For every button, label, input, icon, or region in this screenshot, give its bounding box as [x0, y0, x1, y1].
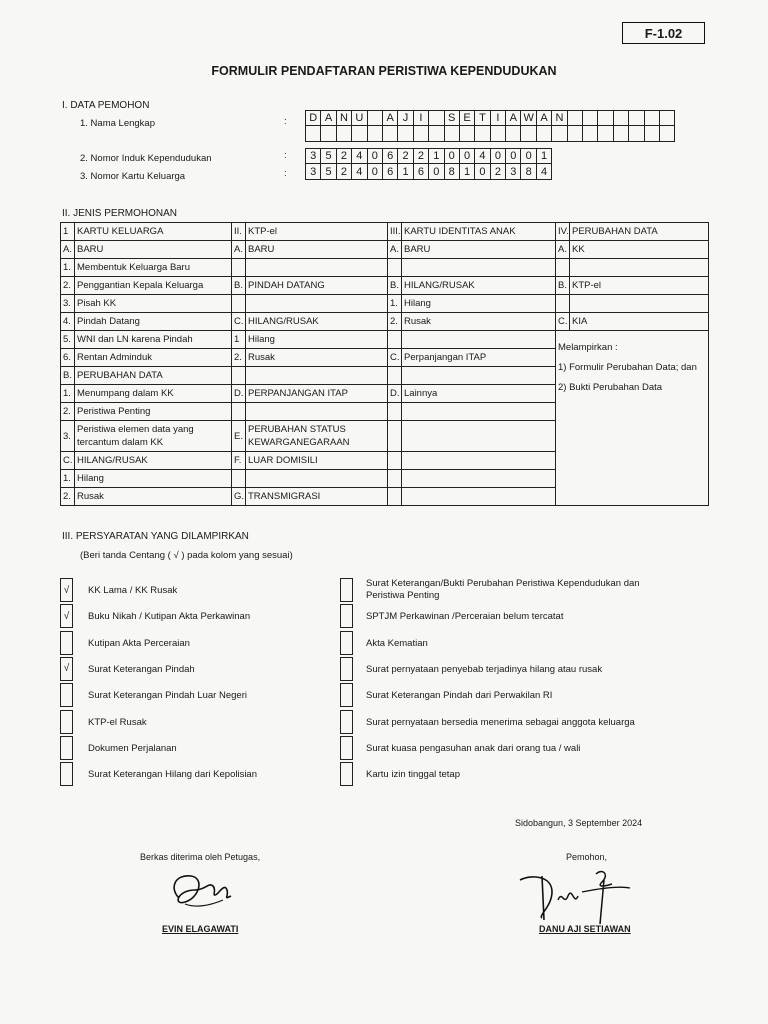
requirement-label: Akta Kematian	[366, 637, 428, 649]
table-cell: A.	[556, 241, 570, 259]
jenis-permohonan-table	[60, 222, 709, 506]
table-cell: Rusak	[402, 313, 556, 331]
kk-label: 3. Nomor Kartu Keluarga	[80, 171, 186, 182]
char-cell[interactable]	[460, 126, 475, 142]
table-cell: PERUBAHAN DATA	[570, 223, 709, 241]
table-cell	[388, 331, 402, 349]
char-cell[interactable]: 3	[506, 164, 521, 180]
char-cell[interactable]: 2	[337, 148, 352, 164]
table-cell	[388, 470, 402, 488]
table-cell	[388, 452, 402, 470]
table-cell: A.	[61, 241, 75, 259]
char-cell[interactable]	[568, 126, 583, 142]
table-cell: HILANG/RUSAK	[75, 452, 232, 470]
table-cell	[402, 259, 556, 277]
char-cell[interactable]	[414, 126, 429, 142]
table-cell: Hilang	[402, 295, 556, 313]
table-cell	[246, 403, 388, 421]
requirement-label: Surat Keterangan Pindah dari Perwakilan RI	[366, 690, 553, 702]
char-cell[interactable]: I	[491, 110, 506, 126]
requirement-checkbox[interactable]	[340, 683, 353, 707]
char-cell[interactable]	[568, 110, 583, 126]
table-cell	[246, 367, 388, 385]
table-cell: A.	[232, 241, 246, 259]
char-cell[interactable]: 0	[491, 148, 506, 164]
char-cell[interactable]	[583, 110, 598, 126]
char-cell[interactable]: 2	[398, 148, 413, 164]
section3-note: (Beri tanda Centang ( √ ) pada kolom yang sesuai)	[80, 550, 293, 561]
table-cell: KTP-el	[570, 277, 709, 295]
table-cell: KK	[570, 241, 709, 259]
table-cell: BARU	[246, 241, 388, 259]
char-cell[interactable]	[645, 126, 660, 142]
table-cell: E.	[232, 421, 246, 452]
requirement-checkbox[interactable]	[340, 631, 353, 655]
table-cell	[402, 403, 556, 421]
char-cell[interactable]	[598, 126, 613, 142]
char-cell[interactable]: 4	[475, 148, 490, 164]
name-grid[interactable]	[305, 110, 675, 126]
table-cell	[246, 295, 388, 313]
char-cell[interactable]: N	[552, 110, 567, 126]
table-header-row	[61, 223, 709, 241]
form-code: F-1.02	[622, 22, 705, 44]
table-cell: Rusak	[75, 488, 232, 506]
kk-grid[interactable]	[305, 164, 552, 180]
table-cell: B.	[556, 277, 570, 295]
char-cell[interactable]: 8	[521, 164, 536, 180]
table-cell: G.	[232, 488, 246, 506]
table-cell: Rusak	[246, 349, 388, 367]
table-cell: 6.	[61, 349, 75, 367]
char-cell[interactable]: S	[445, 110, 460, 126]
char-cell[interactable]: D	[306, 110, 321, 126]
requirement-checkbox[interactable]	[340, 736, 353, 760]
table-cell	[402, 488, 556, 506]
table-cell: LUAR DOMISILI	[246, 452, 388, 470]
table-cell: 2.	[388, 313, 402, 331]
table-cell: 5.	[61, 331, 75, 349]
requirement-checkbox[interactable]	[60, 631, 73, 655]
table-cell: 1.	[388, 295, 402, 313]
table-row	[61, 295, 709, 313]
colon-2: :	[284, 150, 287, 161]
colon-3: :	[284, 168, 287, 179]
table-row	[61, 241, 709, 259]
requirement-label: Surat kuasa pengasuhan anak dari orang tua / wali	[366, 742, 581, 754]
table-cell	[388, 367, 402, 385]
requirement-label: Kutipan Akta Perceraian	[88, 637, 190, 649]
table-cell: A.	[388, 241, 402, 259]
table-cell: D.	[388, 385, 402, 403]
char-cell[interactable]: 4	[537, 164, 552, 180]
nik-label: 2. Nomor Induk Kependudukan	[80, 153, 212, 164]
char-cell[interactable]: 2	[337, 164, 352, 180]
table-cell: Membentuk Keluarga Baru	[75, 259, 232, 277]
section2-heading: II. JENIS PERMOHONAN	[62, 208, 178, 219]
char-cell[interactable]: I	[414, 110, 429, 126]
table-cell	[556, 259, 570, 277]
char-cell[interactable]: 4	[352, 148, 367, 164]
char-cell[interactable]: A	[383, 110, 398, 126]
applicant-signature	[512, 866, 632, 926]
table-cell	[402, 421, 556, 452]
table-cell	[246, 470, 388, 488]
char-cell[interactable]: 6	[383, 148, 398, 164]
table-cell: B.	[388, 277, 402, 295]
char-cell[interactable]	[429, 110, 444, 126]
char-cell[interactable]: 1	[429, 148, 444, 164]
char-cell[interactable]: A	[506, 110, 521, 126]
section3-heading: III. PERSYARATAN YANG DILAMPIRKAN	[62, 531, 249, 542]
table-cell: 1.	[61, 385, 75, 403]
requirement-label: Surat Keterangan Pindah Luar Negeri	[88, 690, 247, 702]
table-cell: Hilang	[75, 470, 232, 488]
requirement-checkbox[interactable]	[60, 683, 73, 707]
char-cell[interactable]: 0	[521, 148, 536, 164]
char-cell[interactable]: A	[321, 110, 336, 126]
table-cell: Lainnya	[402, 385, 556, 403]
requirement-checkbox[interactable]	[340, 657, 353, 681]
name-label: 1. Nama Lengkap	[80, 118, 155, 129]
char-cell[interactable]	[614, 126, 629, 142]
char-cell[interactable]: 2	[491, 164, 506, 180]
table-cell: 1	[61, 223, 75, 241]
table-cell	[556, 295, 570, 313]
requirement-label: Surat pernyataan penyebab terjadinya hilang atau rusak	[366, 663, 603, 675]
requirement-checkbox[interactable]: √	[60, 657, 73, 681]
char-cell[interactable]: A	[537, 110, 552, 126]
requirement-checkbox[interactable]	[60, 736, 73, 760]
char-cell[interactable]	[583, 126, 598, 142]
char-cell[interactable]: 6	[383, 164, 398, 180]
officer-signature	[165, 868, 235, 920]
table-cell: PERUBAHAN STATUS KEWARGANEGARAAN	[246, 421, 388, 452]
table-cell: 2.	[61, 403, 75, 421]
officer-name: EVIN ELAGAWATI	[162, 924, 239, 934]
char-cell[interactable]: 1	[398, 164, 413, 180]
requirement-checkbox[interactable]	[60, 762, 73, 786]
table-cell: C.	[388, 349, 402, 367]
name-grid-row2[interactable]	[305, 126, 675, 142]
table-cell	[388, 259, 402, 277]
applicant-name: DANU AJI SETIAWAN	[539, 924, 631, 934]
requirement-label: KTP-el Rusak	[88, 716, 147, 728]
table-cell: C.	[61, 452, 75, 470]
table-cell: HILANG/RUSAK	[402, 277, 556, 295]
table-cell: 2.	[61, 277, 75, 295]
table-row	[61, 331, 709, 349]
table-cell	[402, 331, 556, 349]
requirement-checkbox[interactable]	[340, 762, 353, 786]
char-cell[interactable]	[368, 126, 383, 142]
table-cell: PERUBAHAN DATA	[75, 367, 232, 385]
table-cell	[402, 452, 556, 470]
char-cell[interactable]	[475, 126, 490, 142]
char-cell[interactable]: 0	[445, 148, 460, 164]
char-cell[interactable]: 3	[306, 148, 321, 164]
table-row	[61, 313, 709, 331]
requirement-label: Buku Nikah / Kutipan Akta Perkawinan	[88, 611, 251, 623]
attachment-note: Melampirkan :	[558, 342, 618, 353]
table-cell: HILANG/RUSAK	[246, 313, 388, 331]
char-cell[interactable]	[506, 126, 521, 142]
char-cell[interactable]: U	[352, 110, 367, 126]
table-cell: WNI dan LN karena Pindah	[75, 331, 232, 349]
char-cell[interactable]: 0	[475, 164, 490, 180]
char-cell[interactable]: 8	[445, 164, 460, 180]
char-cell[interactable]	[383, 126, 398, 142]
table-cell	[232, 403, 246, 421]
table-cell: Menumpang dalam KK	[75, 385, 232, 403]
table-cell: III.	[388, 223, 402, 241]
char-cell[interactable]: 3	[306, 164, 321, 180]
table-cell: PINDAH DATANG	[246, 277, 388, 295]
table-cell: KTP-el	[246, 223, 388, 241]
table-cell: Rentan Adminduk	[75, 349, 232, 367]
table-cell: C.	[232, 313, 246, 331]
applicant-label: Pemohon,	[566, 852, 608, 862]
table-cell	[232, 367, 246, 385]
char-cell[interactable]: 0	[368, 148, 383, 164]
requirement-checkbox[interactable]	[60, 710, 73, 734]
char-cell[interactable]: 1	[460, 164, 475, 180]
requirement-label: Kartu izin tinggal tetap	[366, 769, 461, 781]
table-cell: IV.	[556, 223, 570, 241]
table-cell	[402, 470, 556, 488]
table-cell	[388, 488, 402, 506]
table-cell: BARU	[402, 241, 556, 259]
place-date: Sidobangun, 3 September 2024	[515, 818, 643, 828]
nik-grid[interactable]	[305, 148, 552, 164]
table-cell	[388, 421, 402, 452]
char-cell[interactable]	[598, 110, 613, 126]
requirement-checkbox[interactable]	[340, 578, 353, 602]
table-cell: KARTU KELUARGA	[75, 223, 232, 241]
table-row	[61, 259, 709, 277]
requirement-label: Surat Keterangan Hilang dari Kepolisian	[88, 769, 257, 781]
requirement-label: Surat Keterangan/Bukti Perubahan Peristiwa Kependudukan dan Peristiwa Penting	[366, 578, 640, 601]
requirement-checkbox[interactable]: √	[60, 578, 73, 602]
char-cell[interactable]: W	[521, 110, 536, 126]
char-cell[interactable]: 6	[414, 164, 429, 180]
table-cell	[402, 367, 556, 385]
table-cell: 1.	[61, 470, 75, 488]
table-cell: Pisah KK	[75, 295, 232, 313]
table-cell: KARTU IDENTITAS ANAK	[402, 223, 556, 241]
requirement-label: KK Lama / KK Rusak	[88, 585, 178, 596]
table-cell: 1	[232, 331, 246, 349]
requirement-label: Surat Keterangan Pindah	[88, 663, 195, 675]
char-cell[interactable]	[429, 126, 444, 142]
attachment-note: 2) Bukti Perubahan Data	[558, 382, 663, 393]
table-cell: 4.	[61, 313, 75, 331]
char-cell[interactable]: 0	[460, 148, 475, 164]
table-cell: KIA	[570, 313, 709, 331]
char-cell[interactable]	[537, 126, 552, 142]
char-cell[interactable]	[629, 126, 644, 142]
char-cell[interactable]	[521, 126, 536, 142]
table-cell: Peristiwa Penting	[75, 403, 232, 421]
table-cell: II.	[232, 223, 246, 241]
table-cell: B.	[232, 277, 246, 295]
char-cell[interactable]: J	[398, 110, 413, 126]
table-cell: C.	[556, 313, 570, 331]
table-cell	[388, 403, 402, 421]
char-cell[interactable]: 4	[352, 164, 367, 180]
table-cell	[570, 259, 709, 277]
char-cell[interactable]: 0	[429, 164, 444, 180]
table-cell	[246, 259, 388, 277]
table-cell: PERPANJANGAN ITAP	[246, 385, 388, 403]
table-cell: Perpanjangan ITAP	[402, 349, 556, 367]
char-cell[interactable]	[306, 126, 321, 142]
char-cell[interactable]	[629, 110, 644, 126]
officer-label: Berkas diterima oleh Petugas,	[140, 852, 261, 862]
table-cell: 2.	[232, 349, 246, 367]
char-cell[interactable]: 1	[537, 148, 552, 164]
char-cell[interactable]: 0	[368, 164, 383, 180]
table-cell: F.	[232, 452, 246, 470]
char-cell[interactable]	[352, 126, 367, 142]
table-cell: 2.	[61, 488, 75, 506]
table-cell: D.	[232, 385, 246, 403]
table-cell	[232, 470, 246, 488]
char-cell[interactable]	[445, 126, 460, 142]
char-cell[interactable]	[645, 110, 660, 126]
table-cell: B.	[61, 367, 75, 385]
requirement-label: Surat pernyataan bersedia menerima sebagai anggota keluarga	[366, 716, 635, 728]
char-cell[interactable]: T	[475, 110, 490, 126]
attachment-note: 1) Formulir Perubahan Data; dan	[558, 362, 697, 373]
table-cell: TRANSMIGRASI	[246, 488, 388, 506]
char-cell[interactable]	[398, 126, 413, 142]
char-cell[interactable]: 5	[321, 164, 336, 180]
table-row	[61, 277, 709, 295]
char-cell[interactable]: 5	[321, 148, 336, 164]
requirement-label: Dokumen Perjalanan	[88, 742, 177, 754]
table-cell	[232, 259, 246, 277]
char-cell[interactable]	[368, 110, 383, 126]
char-cell[interactable]	[660, 126, 675, 142]
char-cell[interactable]	[614, 110, 629, 126]
char-cell[interactable]: 0	[506, 148, 521, 164]
table-cell: 3.	[61, 295, 75, 313]
char-cell[interactable]: N	[337, 110, 352, 126]
requirement-checkbox[interactable]: √	[60, 604, 73, 628]
form-title: FORMULIR PENDAFTARAN PERISTIWA KEPENDUDUKAN	[211, 64, 557, 78]
char-cell[interactable]	[337, 126, 352, 142]
table-cell: Peristiwa elemen data yang tercantum dalam KK	[75, 421, 232, 452]
char-cell[interactable]: 2	[414, 148, 429, 164]
table-cell	[570, 295, 709, 313]
requirement-checkbox[interactable]	[340, 604, 353, 628]
table-cell: Penggantian Kepala Keluarga	[75, 277, 232, 295]
table-cell: Hilang	[246, 331, 388, 349]
requirement-label: SPTJM Perkawinan /Perceraian belum tercatat	[366, 611, 564, 623]
colon-1: :	[284, 116, 287, 127]
char-cell[interactable]	[552, 126, 567, 142]
char-cell[interactable]	[660, 110, 675, 126]
section1-heading: I. DATA PEMOHON	[62, 100, 150, 111]
table-cell	[232, 295, 246, 313]
requirement-checkbox[interactable]	[340, 710, 353, 734]
table-cell: 3.	[61, 421, 75, 452]
table-cell: BARU	[75, 241, 232, 259]
char-cell[interactable]	[491, 126, 506, 142]
table-cell: Pindah Datang	[75, 313, 232, 331]
table-cell: 1.	[61, 259, 75, 277]
char-cell[interactable]	[321, 126, 336, 142]
table-cell	[556, 331, 709, 506]
char-cell[interactable]: E	[460, 110, 475, 126]
